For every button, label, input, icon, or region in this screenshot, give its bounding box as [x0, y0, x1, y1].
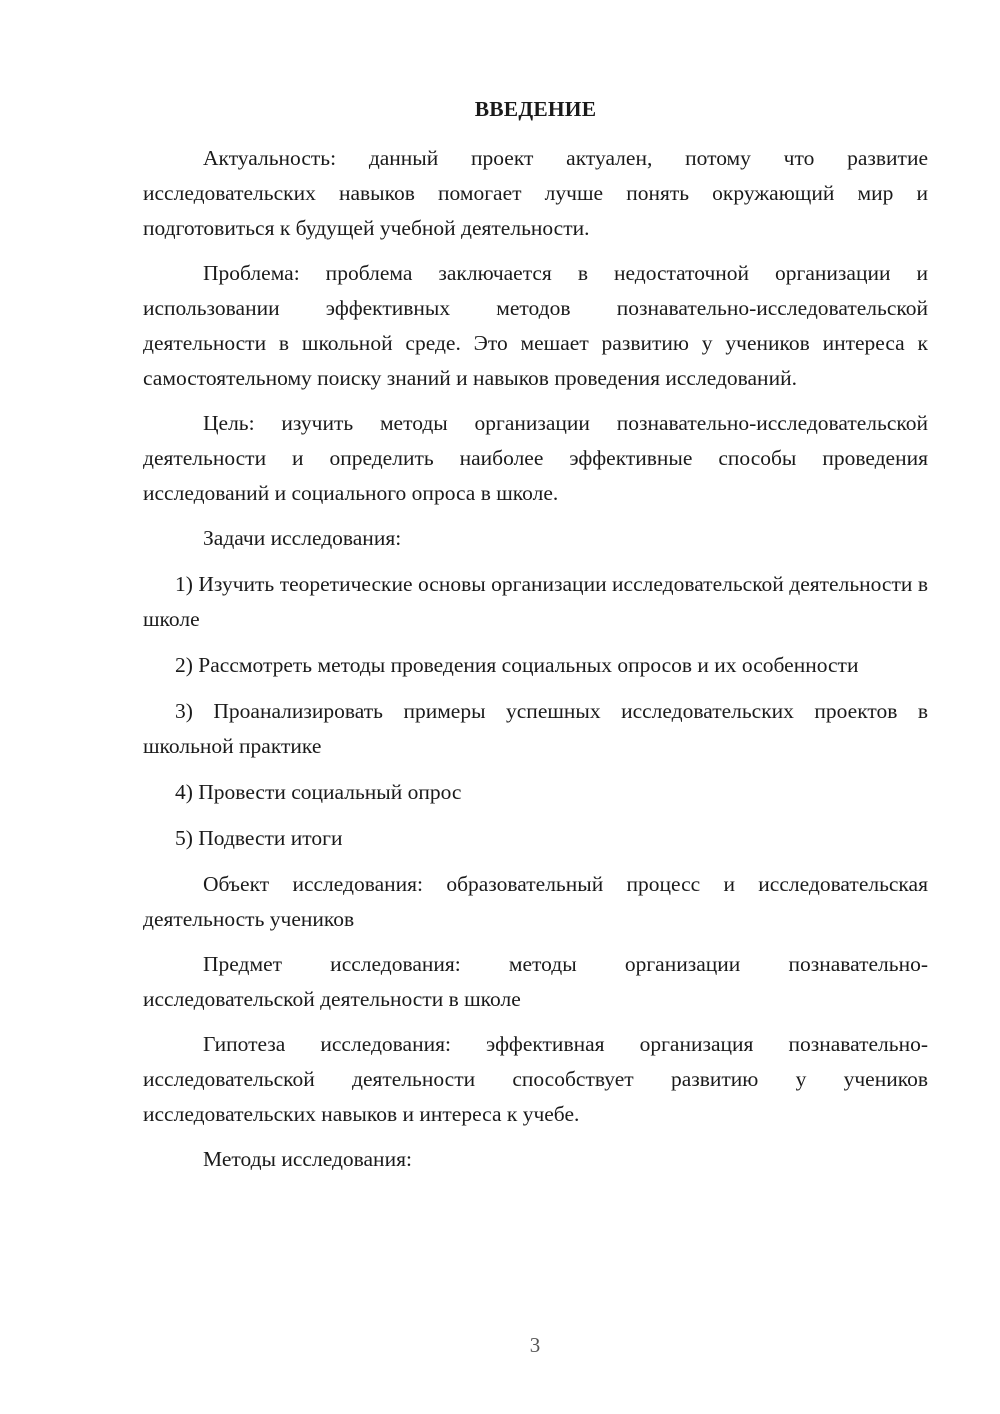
task-item-3: 3) Проанализировать примеры успешных исследовательских проектов в школьной практике	[143, 699, 928, 758]
task-item-2: 2) Рассмотреть методы проведения социальных опросов и их особенности	[175, 653, 859, 677]
object-paragraph: Объект исследования: образовательный процесс и исследовательская деятельность учеников	[143, 872, 928, 931]
task-item-5: 5) Подвести итоги	[175, 826, 343, 850]
goal-paragraph: Цель: изучить методы организации познавательно-исследовательской деятельности и определить наиболее эффективные способы проведения исследований и социального опроса в школе.	[143, 411, 928, 505]
hypothesis-paragraph: Гипотеза исследования: эффективная организация познавательно-исследовательской деятельности способствует развитию у учеников исследовательских навыков и интереса к учебе.	[143, 1032, 928, 1126]
task-item-1: 1) Изучить теоретические основы организации исследовательской деятельности в школе	[143, 572, 928, 631]
task-item-4: 4) Провести социальный опрос	[175, 780, 462, 804]
tasks-heading: Задачи исследования:	[203, 526, 402, 550]
problem-paragraph: Проблема: проблема заключается в недостаточной организации и использовании эффективных методов познавательно-исследовательской деятельности в школьной среде. Это мешает развитию у учеников интереса к самостоятельному поиску знаний и навыков проведения исследований.	[143, 261, 928, 390]
page-number: 3	[529, 1333, 541, 1357]
methods-paragraph: Методы исследования:	[203, 1147, 412, 1171]
section-heading: ВВЕДЕНИЕ	[474, 97, 597, 121]
page-content	[143, 92, 928, 1187]
subject-paragraph: Предмет исследования: методы организации познавательно-исследовательской деятельности в школе	[143, 952, 928, 1011]
relevance-paragraph: Актуальность: данный проект актуален, потому что развитие исследовательских навыков помогает лучше понять окружающий мир и подготовиться к будущей учебной деятельности.	[143, 146, 928, 240]
